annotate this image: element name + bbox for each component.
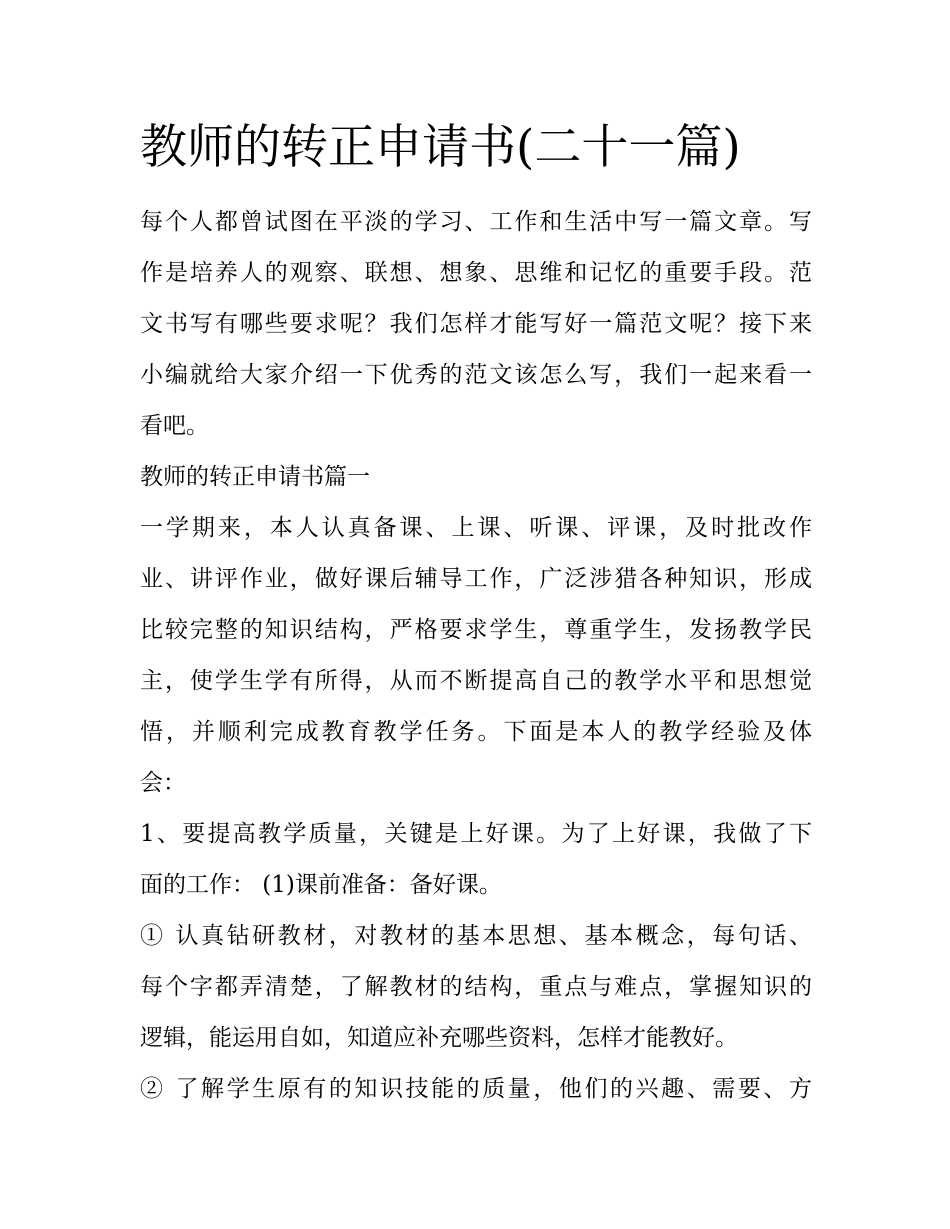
- text-line: 业、讲评作业，做好课后辅导工作，广泛涉猎各种知识，形成: [140, 566, 812, 592]
- text-line: 文书写有哪些要求呢？我们怎样才能写好一篇范文呢？接下来: [140, 311, 812, 337]
- document-body: [140, 197, 812, 1115]
- text-line: ② 了解学生原有的知识技能的质量，他们的兴趣、需要、方: [140, 1076, 812, 1102]
- text-line: 一学期来，本人认真备课、上课、听课、评课，及时批改作: [140, 515, 812, 541]
- text-line: ① 认真钻研教材，对教材的基本思想、基本概念，每句话、: [140, 923, 812, 949]
- text-line: 每个字都弄清楚，了解教材的结构，重点与难点，掌握知识的: [140, 974, 812, 1000]
- text-line: 主，使学生学有所得，从而不断提高自己的教学水平和思想觉: [140, 668, 812, 694]
- document-title: 教师的转正申请书(二十一篇): [140, 120, 741, 175]
- text-line: 小编就给大家介绍一下优秀的范文该怎么写，我们一起来看一: [140, 362, 812, 388]
- section-heading: 教师的转正申请书篇一: [140, 464, 370, 490]
- text-line: 逻辑，能运用自如，知道应补充哪些资料，怎样才能教好。: [140, 1025, 738, 1051]
- text-line: 比较完整的知识结构，严格要求学生，尊重学生，发扬教学民: [140, 617, 812, 643]
- text-line: 悟，并顺利完成教育教学任务。下面是本人的教学经验及体: [140, 719, 812, 745]
- text-line: 每个人都曾试图在平淡的学习、工作和生活中写一篇文章。写: [140, 209, 812, 235]
- text-line: 1、要提高教学质量，关键是上好课。为了上好课，我做了下: [140, 821, 812, 847]
- text-line: 会：: [140, 770, 186, 796]
- text-line: 看吧。: [140, 413, 209, 439]
- text-line: 面的工作： (1)课前准备：备好课。: [140, 872, 502, 898]
- text-line: 作是培养人的观察、联想、想象、思维和记忆的重要手段。范: [140, 260, 812, 286]
